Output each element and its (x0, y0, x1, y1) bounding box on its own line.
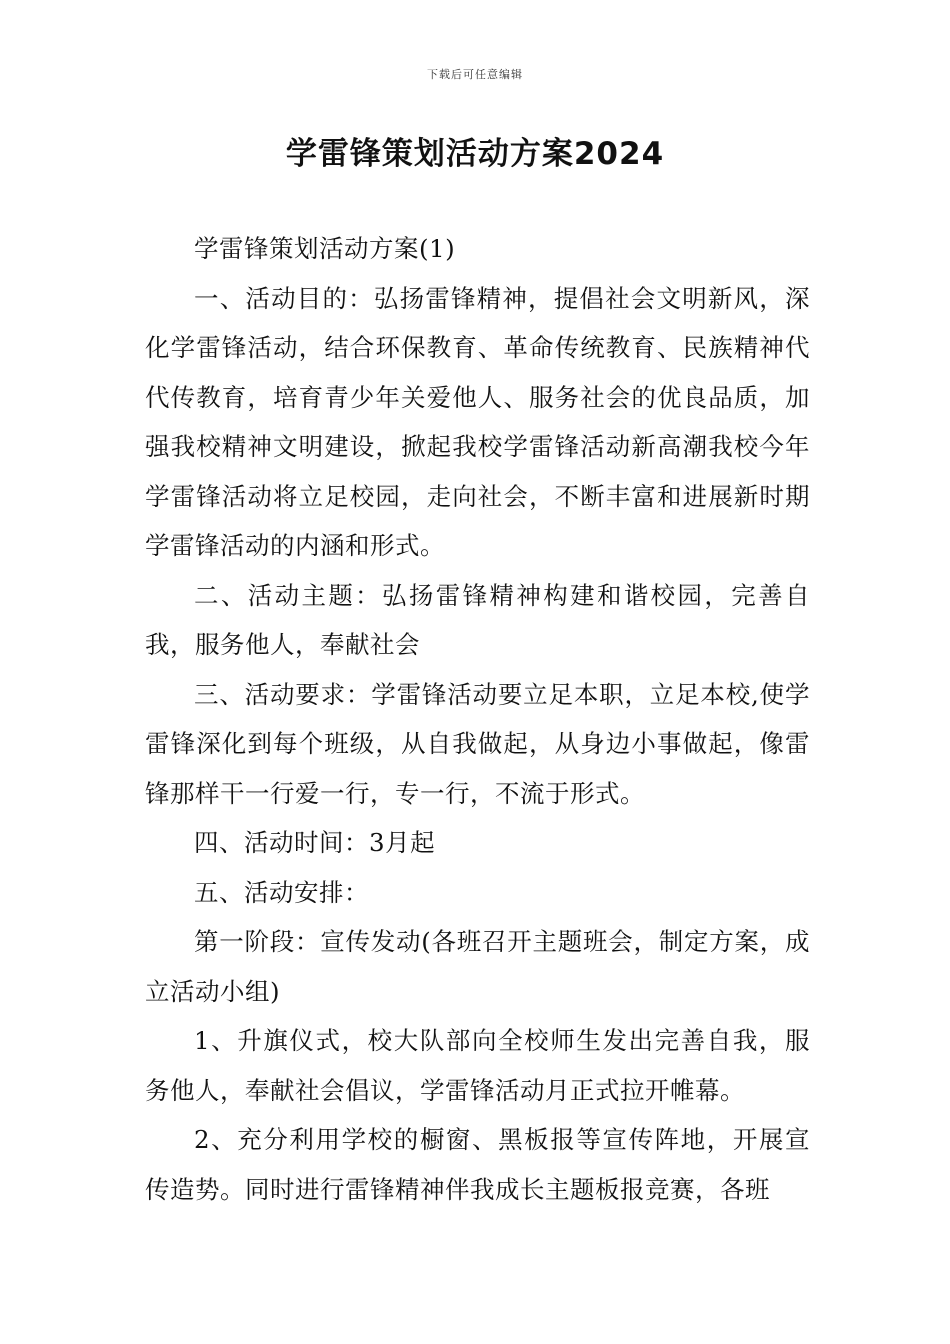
paragraph-activity-arrangement: 五、活动安排： (194, 877, 369, 907)
paragraph-plan-heading: 学雷锋策划活动方案(1) (194, 234, 456, 263)
paragraph-item-2: 2、充分利用学校的橱窗、黑板报等宣传阵地，开展宣传造势。同时进行雷锋精神伴我成长主题板报竞赛，各班 (145, 1125, 810, 1204)
page-header-note: 下载后可任意编辑 (427, 68, 523, 81)
document-body (145, 224, 810, 1214)
document-title: 学雷锋策划活动方案2024 (285, 136, 665, 172)
paragraph-activity-time: 四、活动时间：3月起 (194, 828, 436, 857)
paragraph-phase-one: 第一阶段：宣传发动(各班召开主题班会，制定方案，成立活动小组) (145, 927, 810, 1006)
paragraph-activity-requirements: 三、活动要求：学雷锋活动要立足本职，立足本校,使学雷锋深化到每个班级，从自我做起，从身边小事做起，像雷锋那样干一行爱一行，专一行，不流于形式。 (145, 679, 810, 808)
paragraph-item-1: 1、升旗仪式，校大队部向全校师生发出完善自我，服务他人，奉献社会倡议，学雷锋活动月正式拉开帷幕。 (145, 1026, 810, 1105)
paragraph-activity-purpose: 一、活动目的：弘扬雷锋精神，提倡社会文明新风，深化学雷锋活动，结合环保教育、革命传统教育、民族精神代代传教育，培育青少年关爱他人、服务社会的优良品质，加强我校精神文明建设，掀起我校学雷锋活动新高潮我校今年学雷锋活动将立足校园，走向社会，不断丰富和进展新时期学雷锋活动的内涵和形式。 (145, 283, 810, 560)
paragraph-activity-theme: 二、活动主题：弘扬雷锋精神构建和谐校园，完善自我，服务他人，奉献社会 (145, 580, 810, 659)
